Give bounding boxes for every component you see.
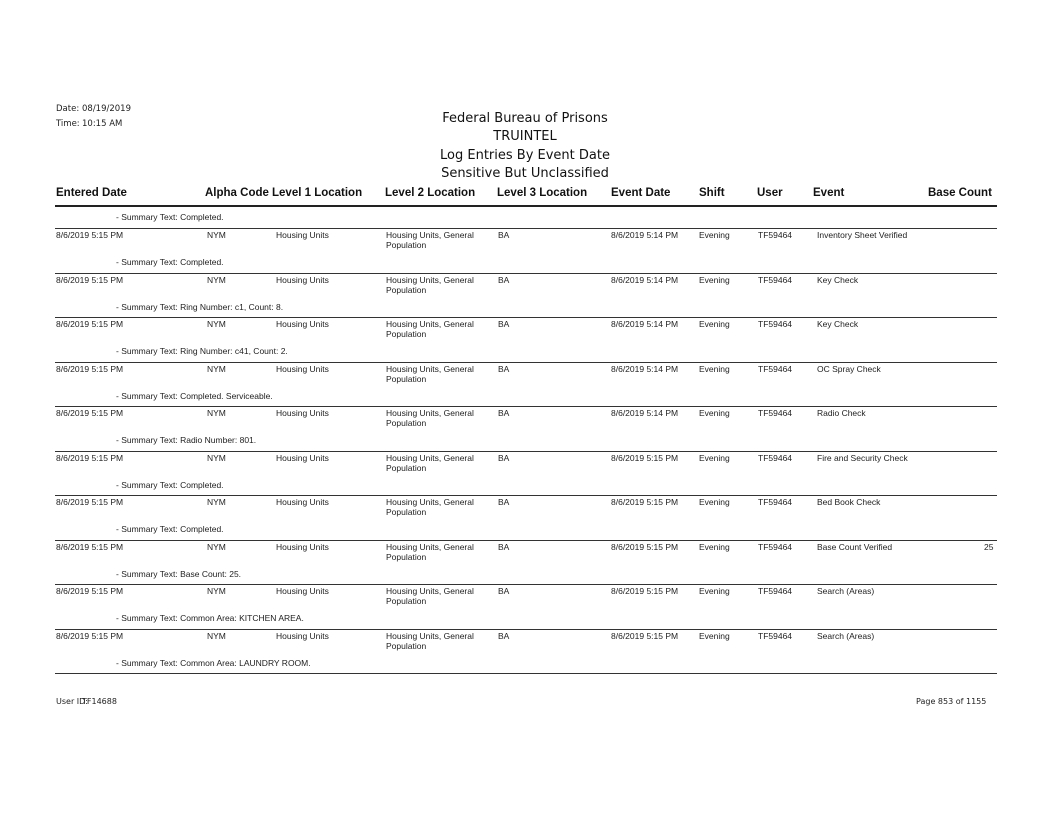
- summary-text: - Summary Text: Completed.: [116, 480, 224, 490]
- cell-level3-location: BA: [498, 542, 510, 552]
- cell-level1-location: Housing Units: [276, 497, 329, 507]
- cell-entered-date: 8/6/2019 5:15 PM: [56, 408, 124, 418]
- col-base-count: Base Count: [928, 187, 992, 199]
- cell-level3-location: BA: [498, 497, 510, 507]
- time-value: 10:15 AM: [82, 119, 123, 129]
- cell-alpha-code: NYM: [207, 542, 226, 552]
- cell-event: Key Check: [817, 319, 859, 329]
- col-level3-location: Level 3 Location: [497, 187, 588, 199]
- cell-level1-location: Housing Units: [276, 631, 329, 641]
- cell-alpha-code: NYM: [207, 275, 226, 285]
- cell-level3-location: BA: [498, 364, 510, 374]
- col-alpha-code: Alpha Code: [205, 187, 269, 199]
- cell-level3-location: BA: [498, 631, 510, 641]
- cell-user: TF59464: [758, 408, 793, 418]
- cell-level2-location: Housing Units, General Population: [386, 542, 474, 562]
- row-divider: [55, 273, 997, 274]
- summary-text: - Summary Text: Completed.: [116, 212, 224, 222]
- cell-level2-location: Housing Units, General Population: [386, 408, 474, 428]
- cell-event: Inventory Sheet Verified: [817, 230, 908, 240]
- cell-event: Search (Areas): [817, 586, 875, 596]
- report-org-title: Federal Bureau of Prisons: [442, 111, 608, 126]
- cell-level1-location: Housing Units: [276, 453, 329, 463]
- cell-event: OC Spray Check: [817, 364, 881, 374]
- cell-user: TF59464: [758, 275, 793, 285]
- summary-text: - Summary Text: Common Area: LAUNDRY ROOM.: [116, 658, 311, 668]
- row-divider: [55, 495, 997, 496]
- cell-alpha-code: NYM: [207, 408, 226, 418]
- col-event: Event: [813, 187, 845, 199]
- cell-event: Search (Areas): [817, 631, 875, 641]
- cell-alpha-code: NYM: [207, 631, 226, 641]
- cell-entered-date: 8/6/2019 5:15 PM: [56, 230, 124, 240]
- cell-event: Base Count Verified: [817, 542, 893, 552]
- cell-shift: Evening: [699, 275, 730, 285]
- page-number: Page 853 of 1155: [916, 697, 987, 706]
- cell-event: Radio Check: [817, 408, 866, 418]
- cell-event-date: 8/6/2019 5:14 PM: [611, 230, 679, 240]
- cell-level2-location: Housing Units, General Population: [386, 275, 474, 295]
- col-event-date: Event Date: [611, 187, 671, 199]
- cell-event-date: 8/6/2019 5:15 PM: [611, 542, 679, 552]
- col-entered-date: Entered Date: [56, 187, 127, 199]
- col-shift: Shift: [699, 187, 725, 199]
- cell-level1-location: Housing Units: [276, 275, 329, 285]
- report-classification: Sensitive But Unclassified: [441, 166, 609, 181]
- cell-entered-date: 8/6/2019 5:15 PM: [56, 453, 124, 463]
- cell-event-date: 8/6/2019 5:14 PM: [611, 275, 679, 285]
- cell-alpha-code: NYM: [207, 364, 226, 374]
- cell-alpha-code: NYM: [207, 319, 226, 329]
- cell-user: TF59464: [758, 364, 793, 374]
- cell-shift: Evening: [699, 586, 730, 596]
- cell-level3-location: BA: [498, 453, 510, 463]
- time-label: Time:: [56, 119, 80, 129]
- summary-text: - Summary Text: Base Count: 25.: [116, 569, 242, 579]
- cell-entered-date: 8/6/2019 5:15 PM: [56, 319, 124, 329]
- report-system-title: TRUINTEL: [493, 129, 557, 144]
- cell-level3-location: BA: [498, 230, 510, 240]
- cell-entered-date: 8/6/2019 5:15 PM: [56, 542, 124, 552]
- footer-user-id-label: User ID:: [56, 697, 88, 706]
- cell-shift: Evening: [699, 631, 730, 641]
- cell-user: TF59464: [758, 542, 793, 552]
- header-divider: [55, 205, 997, 207]
- cell-shift: Evening: [699, 542, 730, 552]
- cell-shift: Evening: [699, 408, 730, 418]
- cell-level1-location: Housing Units: [276, 586, 329, 596]
- row-divider: [55, 629, 997, 630]
- cell-shift: Evening: [699, 497, 730, 507]
- cell-event-date: 8/6/2019 5:15 PM: [611, 497, 679, 507]
- summary-text: - Summary Text: Completed.: [116, 257, 224, 267]
- cell-level1-location: Housing Units: [276, 408, 329, 418]
- cell-event-date: 8/6/2019 5:14 PM: [611, 319, 679, 329]
- cell-event: Key Check: [817, 275, 859, 285]
- cell-level3-location: BA: [498, 275, 510, 285]
- cell-event-date: 8/6/2019 5:15 PM: [611, 586, 679, 596]
- cell-entered-date: 8/6/2019 5:15 PM: [56, 364, 124, 374]
- summary-text: - Summary Text: Completed.: [116, 524, 224, 534]
- cell-base-count: 25: [984, 542, 994, 552]
- cell-level3-location: BA: [498, 586, 510, 596]
- cell-level1-location: Housing Units: [276, 364, 329, 374]
- cell-entered-date: 8/6/2019 5:15 PM: [56, 275, 124, 285]
- cell-entered-date: 8/6/2019 5:15 PM: [56, 497, 124, 507]
- cell-level3-location: BA: [498, 319, 510, 329]
- date-value: 08/19/2019: [82, 104, 131, 114]
- cell-alpha-code: NYM: [207, 230, 226, 240]
- cell-level1-location: Housing Units: [276, 319, 329, 329]
- cell-user: TF59464: [758, 230, 793, 240]
- cell-event-date: 8/6/2019 5:14 PM: [611, 408, 679, 418]
- cell-event-date: 8/6/2019 5:15 PM: [611, 453, 679, 463]
- cell-level2-location: Housing Units, General Population: [386, 631, 474, 651]
- summary-text: - Summary Text: Ring Number: c41, Count: 2.: [116, 346, 288, 356]
- col-level2-location: Level 2 Location: [385, 187, 476, 199]
- col-user: User: [757, 187, 783, 199]
- col-level1-location: Level 1 Location: [272, 187, 363, 199]
- summary-text: - Summary Text: Completed. Serviceable.: [116, 391, 273, 401]
- cell-alpha-code: NYM: [207, 586, 226, 596]
- cell-event-date: 8/6/2019 5:15 PM: [611, 631, 679, 641]
- row-divider: [55, 540, 997, 541]
- report-name-title: Log Entries By Event Date: [440, 148, 610, 163]
- footer-user-id-value: TF14688: [82, 697, 117, 706]
- cell-level1-location: Housing Units: [276, 542, 329, 552]
- table-bottom-divider: [55, 673, 997, 674]
- row-divider: [55, 228, 997, 229]
- summary-text: - Summary Text: Common Area: KITCHEN AREA.: [116, 613, 304, 623]
- cell-level1-location: Housing Units: [276, 230, 329, 240]
- cell-level2-location: Housing Units, General Population: [386, 364, 474, 384]
- cell-user: TF59464: [758, 586, 793, 596]
- cell-level2-location: Housing Units, General Population: [386, 497, 474, 517]
- cell-shift: Evening: [699, 364, 730, 374]
- cell-user: TF59464: [758, 631, 793, 641]
- cell-user: TF59464: [758, 453, 793, 463]
- cell-event: Fire and Security Check: [817, 453, 908, 463]
- row-divider: [55, 451, 997, 452]
- row-divider: [55, 317, 997, 318]
- cell-level2-location: Housing Units, General Population: [386, 319, 474, 339]
- row-divider: [55, 584, 997, 585]
- cell-alpha-code: NYM: [207, 497, 226, 507]
- cell-entered-date: 8/6/2019 5:15 PM: [56, 586, 124, 596]
- cell-level3-location: BA: [498, 408, 510, 418]
- cell-event-date: 8/6/2019 5:14 PM: [611, 364, 679, 374]
- cell-level2-location: Housing Units, General Population: [386, 230, 474, 250]
- cell-level2-location: Housing Units, General Population: [386, 453, 474, 473]
- cell-shift: Evening: [699, 453, 730, 463]
- cell-shift: Evening: [699, 319, 730, 329]
- cell-alpha-code: NYM: [207, 453, 226, 463]
- cell-entered-date: 8/6/2019 5:15 PM: [56, 631, 124, 641]
- cell-event: Bed Book Check: [817, 497, 881, 507]
- summary-text: - Summary Text: Radio Number: 801.: [116, 435, 257, 445]
- cell-user: TF59464: [758, 497, 793, 507]
- cell-level2-location: Housing Units, General Population: [386, 586, 474, 606]
- date-label: Date:: [56, 104, 80, 114]
- summary-text: - Summary Text: Ring Number: c1, Count: 8.: [116, 302, 284, 312]
- cell-shift: Evening: [699, 230, 730, 240]
- row-divider: [55, 406, 997, 407]
- row-divider: [55, 362, 997, 363]
- cell-user: TF59464: [758, 319, 793, 329]
